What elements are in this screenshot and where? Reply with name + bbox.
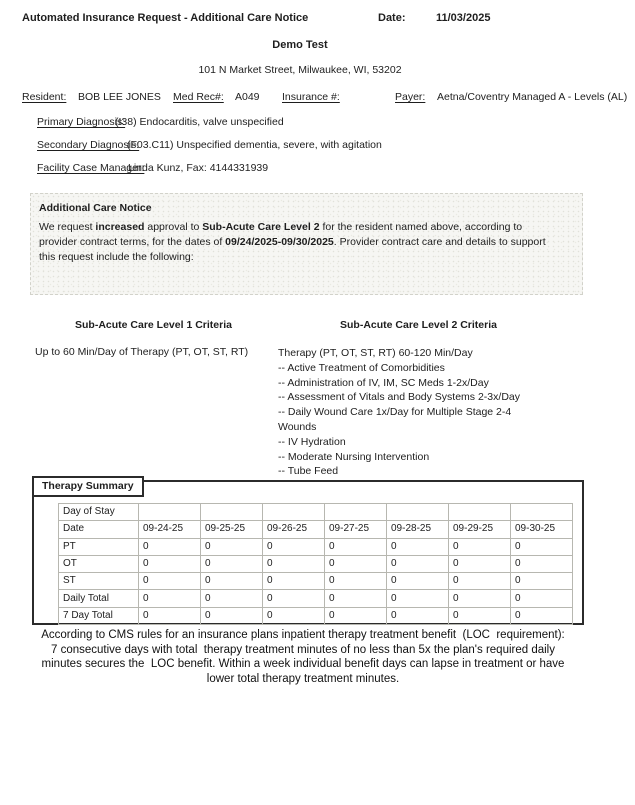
therapy-row-label: ST [59, 573, 139, 590]
therapy-cell: 0 [387, 590, 449, 607]
therapy-summary-title: Therapy Summary [32, 476, 144, 497]
therapy-cell: 0 [387, 573, 449, 590]
primary-diagnosis-value: (I38) Endocarditis, valve unspecified [115, 116, 284, 128]
therapy-cell: 09-26-25 [263, 521, 325, 538]
level2-criteria-heading: Sub-Acute Care Level 2 Criteria [340, 319, 497, 331]
case-manager-label: Facility Case Manager: [37, 162, 145, 174]
level2-criteria-item: -- Tube Feed [278, 465, 339, 478]
cms-footnote-line: lower total therapy treatment minutes. [206, 672, 400, 685]
therapy-cell: 0 [263, 590, 325, 607]
cms-footnote [0, 628, 606, 686]
therapy-cell: 0 [263, 555, 325, 572]
level2-criteria-item: -- Administration of IV, IM, SC Meds 1-2x/Day [278, 376, 489, 389]
therapy-cell: 0 [263, 573, 325, 590]
level1-criteria-item: Up to 60 Min/Day of Therapy (PT, OT, ST, RT) [35, 346, 249, 358]
resident-value: BOB LEE JONES [78, 91, 161, 103]
payer-label: Payer: [395, 91, 426, 103]
therapy-cell: 0 [139, 538, 201, 555]
secondary-diagnosis-label: Secondary Diagnosis: [37, 139, 140, 151]
therapy-cell: 09-24-25 [139, 521, 201, 538]
level2-criteria-item: Therapy (PT, OT, ST, RT) 60-120 Min/Day [278, 347, 473, 359]
therapy-cell: 0 [325, 555, 387, 572]
therapy-cell: 0 [139, 573, 201, 590]
cms-footnote-line: 7 consecutive days with total therapy treatment minutes of no less than 5x the plan's required daily [50, 643, 555, 656]
med-rec-label: Med Rec#: [173, 91, 224, 103]
therapy-cell: 0 [325, 573, 387, 590]
notice-text-segment: for the resident named above, according to provider contract terms, for the dates of [39, 221, 523, 248]
therapy-cell [511, 504, 573, 521]
cms-footnote-line: minutes secures the LOC benefit. Within a week individual benefit days can lapse in treatment or have [41, 658, 565, 671]
therapy-cell [325, 504, 387, 521]
level1-criteria-heading: Sub-Acute Care Level 1 Criteria [75, 319, 232, 331]
notice-text-segment-bold: increased [95, 221, 145, 233]
level2-criteria-item: -- Moderate Nursing Intervention [278, 450, 430, 463]
therapy-table-row [59, 504, 573, 521]
therapy-table-row [59, 573, 573, 590]
payer-value: Aetna/Coventry Managed A - Levels (AL) [437, 91, 628, 103]
therapy-cell: 09-30-25 [511, 521, 573, 538]
therapy-cell: 0 [325, 590, 387, 607]
notice-text-segment-bold: 09/24/2025-09/30/2025 [225, 236, 334, 248]
notice-body [39, 220, 561, 265]
additional-care-notice-box [30, 193, 583, 295]
therapy-row-label: Date [59, 521, 139, 538]
therapy-row-label: 7 Day Total [59, 607, 139, 624]
primary-diagnosis-label: Primary Diagnosis: [37, 116, 126, 128]
therapy-row-label: PT [59, 538, 139, 555]
therapy-table-body [59, 504, 573, 625]
level2-criteria-item: -- Active Treatment of Comorbidities [278, 361, 445, 374]
therapy-cell: 09-28-25 [387, 521, 449, 538]
resident-label: Resident: [22, 91, 67, 103]
therapy-cell: 0 [387, 607, 449, 624]
secondary-diagnosis-value: (F03.C11) Unspecified dementia, severe, with agitation [127, 139, 382, 151]
notice-text-segment-bold: Sub-Acute Care Level 2 [202, 221, 320, 233]
therapy-summary-table [58, 503, 573, 625]
therapy-cell [139, 504, 201, 521]
therapy-table-row [59, 590, 573, 607]
therapy-cell [449, 504, 511, 521]
therapy-cell: 09-25-25 [201, 521, 263, 538]
therapy-table-row [59, 607, 573, 624]
notice-heading: Additional Care Notice [39, 202, 152, 214]
notice-text-segment: approval to [144, 221, 203, 233]
facility-address: 101 N Market Street, Milwaukee, WI, 53202 [198, 64, 402, 76]
therapy-cell: 0 [387, 538, 449, 555]
case-manager-value: Linda Kunz, Fax: 4144331939 [128, 162, 269, 174]
notice-text-segment: . Provider contract care and details to support this request include the following: [39, 236, 546, 263]
therapy-cell: 0 [449, 573, 511, 590]
therapy-cell: 0 [325, 607, 387, 624]
therapy-cell: 0 [387, 555, 449, 572]
therapy-cell: 0 [511, 607, 573, 624]
therapy-cell: 0 [449, 607, 511, 624]
document-title: Automated Insurance Request - Additional Care Notice [22, 12, 309, 24]
date-label: Date: [378, 12, 406, 24]
therapy-cell: 0 [201, 538, 263, 555]
therapy-cell: 09-27-25 [325, 521, 387, 538]
therapy-cell: 09-29-25 [449, 521, 511, 538]
therapy-cell: 0 [201, 555, 263, 572]
cms-footnote-line: According to CMS rules for an insurance plans inpatient therapy treatment benefit (LOC requirement): [41, 629, 565, 641]
therapy-cell: 0 [139, 607, 201, 624]
therapy-cell: 0 [201, 573, 263, 590]
therapy-cell: 0 [201, 607, 263, 624]
therapy-cell: 0 [511, 590, 573, 607]
therapy-cell: 0 [511, 573, 573, 590]
therapy-cell: 0 [325, 538, 387, 555]
therapy-cell: 0 [263, 607, 325, 624]
level2-criteria-item: -- IV Hydration [278, 435, 346, 448]
med-rec-value: A049 [235, 91, 260, 103]
therapy-cell: 0 [449, 555, 511, 572]
level2-criteria-item: -- Daily Wound Care 1x/Day for Multiple Stage 2-4 Wounds [278, 406, 512, 433]
therapy-table-row [59, 521, 573, 538]
therapy-cell [263, 504, 325, 521]
therapy-table-row [59, 538, 573, 555]
therapy-cell: 0 [511, 538, 573, 555]
therapy-row-label: Day of Stay [59, 504, 139, 521]
therapy-cell: 0 [449, 590, 511, 607]
therapy-cell: 0 [139, 590, 201, 607]
therapy-table-row [59, 555, 573, 572]
level2-criteria-list [278, 346, 530, 479]
date-value: 11/03/2025 [436, 12, 491, 24]
notice-text-segment: We request [39, 221, 96, 233]
therapy-cell: 0 [201, 590, 263, 607]
facility-name: Demo Test [272, 39, 328, 51]
insurance-label: Insurance #: [282, 91, 340, 103]
therapy-cell: 0 [263, 538, 325, 555]
therapy-row-label: Daily Total [59, 590, 139, 607]
therapy-cell: 0 [139, 555, 201, 572]
therapy-cell: 0 [511, 555, 573, 572]
therapy-cell: 0 [449, 538, 511, 555]
therapy-cell [201, 504, 263, 521]
therapy-cell [387, 504, 449, 521]
therapy-row-label: OT [59, 555, 139, 572]
level2-criteria-item: -- Assessment of Vitals and Body Systems 2-3x/Day [278, 391, 520, 404]
